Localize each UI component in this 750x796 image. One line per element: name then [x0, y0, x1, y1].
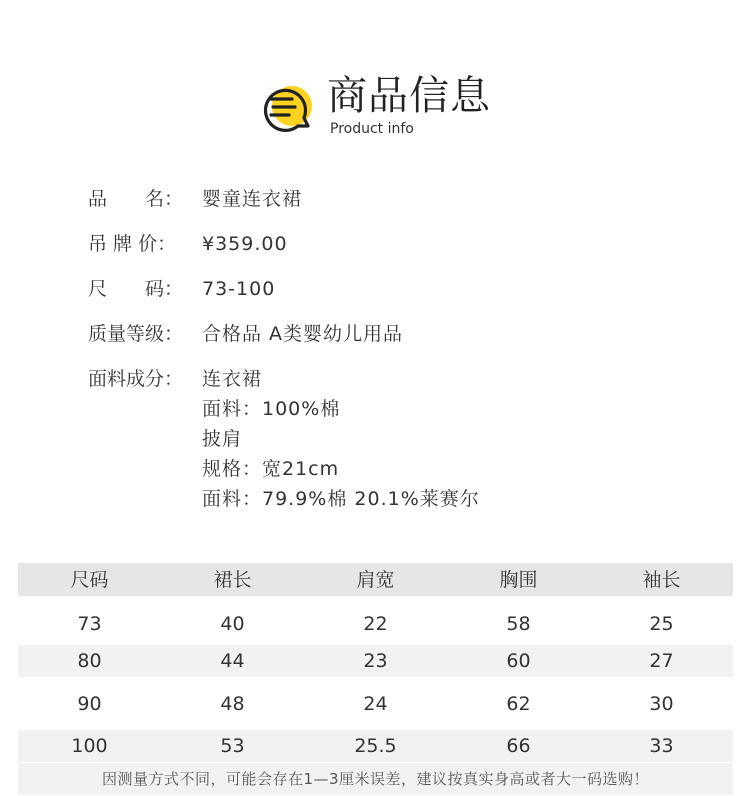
table-cell: 66 [506, 735, 531, 757]
page-title: 商品信息 [327, 73, 491, 119]
product-info-list [88, 184, 728, 514]
table-cell: 53 [220, 735, 245, 757]
fabric-value-lines [202, 364, 728, 514]
fabric-line: 面料：79.9%棉 20.1%莱赛尔 [202, 488, 480, 510]
list-document-icon [262, 82, 314, 132]
table-row [18, 730, 733, 762]
column-header: 尺码 [70, 568, 109, 591]
table-cell: 23 [363, 650, 388, 672]
fabric-line: 连衣裙 [202, 368, 263, 390]
price-label: 吊 牌 价： [88, 233, 177, 255]
table-cell: 80 [77, 650, 102, 672]
table-cell: 100 [71, 735, 108, 757]
price-value: ¥359.00 [202, 233, 288, 255]
info-row-grade [88, 319, 728, 364]
fabric-line: 披肩 [202, 428, 243, 450]
table-cell: 58 [506, 612, 531, 635]
table-cell: 22 [363, 612, 388, 635]
column-header: 袖长 [642, 568, 681, 591]
table-cell: 48 [220, 692, 245, 715]
info-row-size [88, 274, 728, 319]
page-subtitle: Product info [330, 121, 414, 137]
info-row-price [88, 229, 728, 274]
table-cell: 24 [363, 692, 388, 715]
measurement-note: 因测量方式不同，可能会存在1—3厘米误差，建议按真实身高或者大一码选购！ [18, 763, 733, 795]
table-cell: 62 [506, 692, 531, 715]
info-row-fabric [88, 364, 728, 514]
table-cell: 30 [649, 692, 674, 715]
table-header-row [18, 563, 733, 596]
info-row-name [88, 184, 728, 229]
table-row [18, 602, 733, 645]
fabric-label: 面料成分： [88, 368, 184, 390]
table-cell: 27 [649, 650, 674, 672]
table-cell: 60 [506, 650, 531, 672]
size-table [18, 563, 733, 762]
grade-label: 质量等级： [88, 323, 184, 345]
table-cell: 44 [220, 650, 245, 672]
size-label: 尺 码： [88, 278, 184, 300]
fabric-line: 规格：宽21cm [202, 458, 340, 480]
table-cell: 40 [220, 612, 245, 635]
table-row [18, 645, 733, 677]
table-cell: 73 [77, 612, 102, 635]
table-row [18, 677, 733, 730]
grade-value: 合格品 A类婴幼儿用品 [202, 323, 404, 345]
table-cell: 25 [649, 612, 674, 635]
fabric-line: 面料：100%棉 [202, 398, 341, 420]
column-header: 胸围 [499, 568, 538, 591]
table-cell: 25.5 [354, 735, 397, 757]
size-value: 73-100 [202, 278, 276, 300]
column-header: 裙长 [213, 568, 252, 591]
column-header: 肩宽 [356, 568, 395, 591]
page-header [0, 0, 750, 160]
table-cell: 33 [649, 735, 674, 757]
name-value: 婴童连衣裙 [202, 188, 303, 210]
table-cell: 90 [77, 692, 102, 715]
name-label: 品 名： [88, 188, 184, 210]
